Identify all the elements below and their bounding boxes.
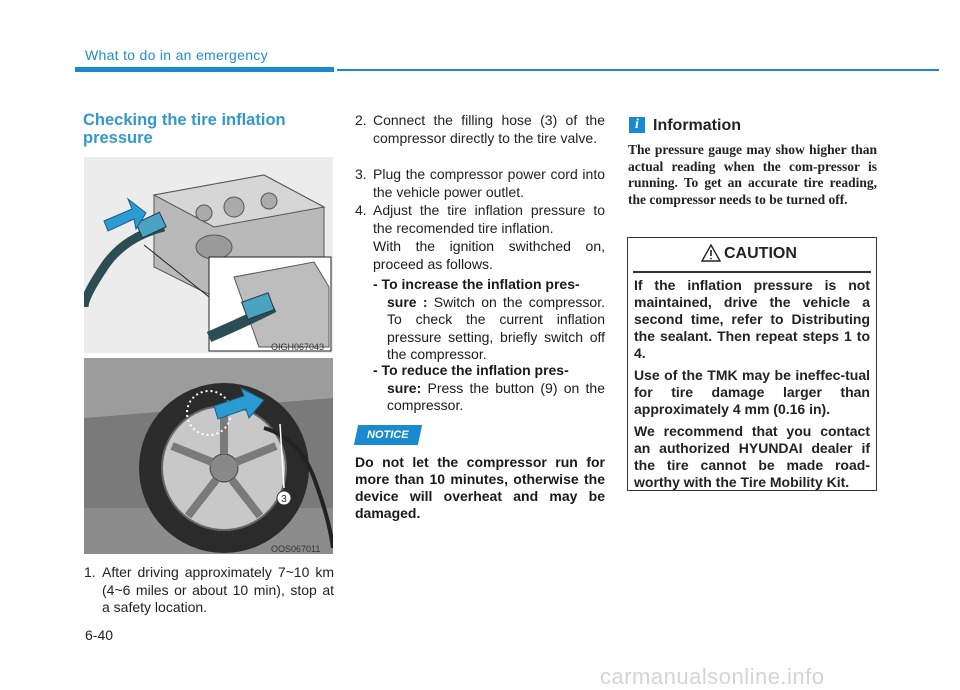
step-2 <box>355 112 605 147</box>
reduce-body: Press the button (9) on the compressor. <box>387 379 606 413</box>
tire-valve-illustration <box>84 358 333 554</box>
reduce-heading-cont: sure: <box>387 379 422 396</box>
step-text: Adjust the tire inflation pressure to the recomended tire inflation. <box>373 202 605 236</box>
watermark: carmanualsonline.info <box>600 664 825 689</box>
step-3 <box>355 166 605 201</box>
section-heading: Checking the tire inflation pressure <box>83 111 286 147</box>
reduce-pressure-item <box>373 362 605 415</box>
step-number: 1. <box>84 564 96 580</box>
caution-body <box>634 277 870 496</box>
compressor-illustration-svg <box>84 157 333 353</box>
warning-triangle-icon <box>701 244 721 267</box>
reduce-heading: - To reduce the inflation pres- <box>373 362 569 378</box>
step-4 <box>355 202 605 237</box>
info-icon: i <box>629 117 645 133</box>
step-1 <box>84 564 334 617</box>
notice-text: Do not let the compressor run for more than 10 minutes, otherwise the device will overheat and may be damaged. <box>355 454 605 521</box>
page-number: 6-40 <box>85 627 114 643</box>
step-text: Connect the filling hose (3) of the compressor directly to the tire valve. <box>373 112 605 146</box>
step-4-paragraph: With the ignition swithched on, proceed as follows. <box>373 238 605 272</box>
increase-heading: - To increase the inflation pres- <box>373 276 580 292</box>
information-text: The pressure gauge may show higher than actual reading when the com-pressor is running. To get an accurate tire reading, the compressor needs to be turned off. <box>628 142 877 207</box>
figure-code: OOS067011 <box>271 544 321 554</box>
information-title: Information <box>653 117 741 134</box>
step-number: 2. <box>355 112 367 128</box>
increase-heading-cont: sure : <box>387 293 428 310</box>
caution-title: CAUTION <box>724 245 797 262</box>
figure-code: OIGH067043 <box>271 342 325 352</box>
increase-body: Switch on the compressor. To check the current inflation pressure setting, briefly switch off the compressor. <box>387 293 605 362</box>
header-rule-thick <box>75 67 334 72</box>
notice-badge <box>354 425 422 445</box>
step-text: After driving approximately 7~10 km (4~6 miles or about 10 min), stop at a safety location. <box>102 564 334 615</box>
compressor-hose-illustration <box>84 157 333 353</box>
increase-pressure-item <box>373 276 605 364</box>
caution-divider <box>633 271 871 273</box>
caution-paragraph: We recommend that you contact an authorized HYUNDAI dealer if the tire cannot be made road-worthy with the Tire Mobility Kit. <box>634 423 870 490</box>
step-text: Plug the compressor power cord into the vehicle power outlet. <box>373 166 605 200</box>
step-number: 3. <box>355 166 367 182</box>
caution-paragraph: Use of the TMK may be ineffec-tual for tire damage larger than approximately 4 mm (0.16 in). <box>634 367 870 417</box>
caution-paragraph: If the inflation pressure is not maintained, drive the vehicle a second time, refer to Distributing the sealant. Then repeat steps 1 to 4. <box>634 277 870 361</box>
tire-illustration-svg <box>84 358 333 554</box>
chapter-title: What to do in an emergency <box>85 47 268 63</box>
notice-label: NOTICE <box>367 429 409 441</box>
step-number: 4. <box>355 202 367 218</box>
callout-number: 3 <box>281 494 287 505</box>
header-rule-thin <box>337 69 939 71</box>
